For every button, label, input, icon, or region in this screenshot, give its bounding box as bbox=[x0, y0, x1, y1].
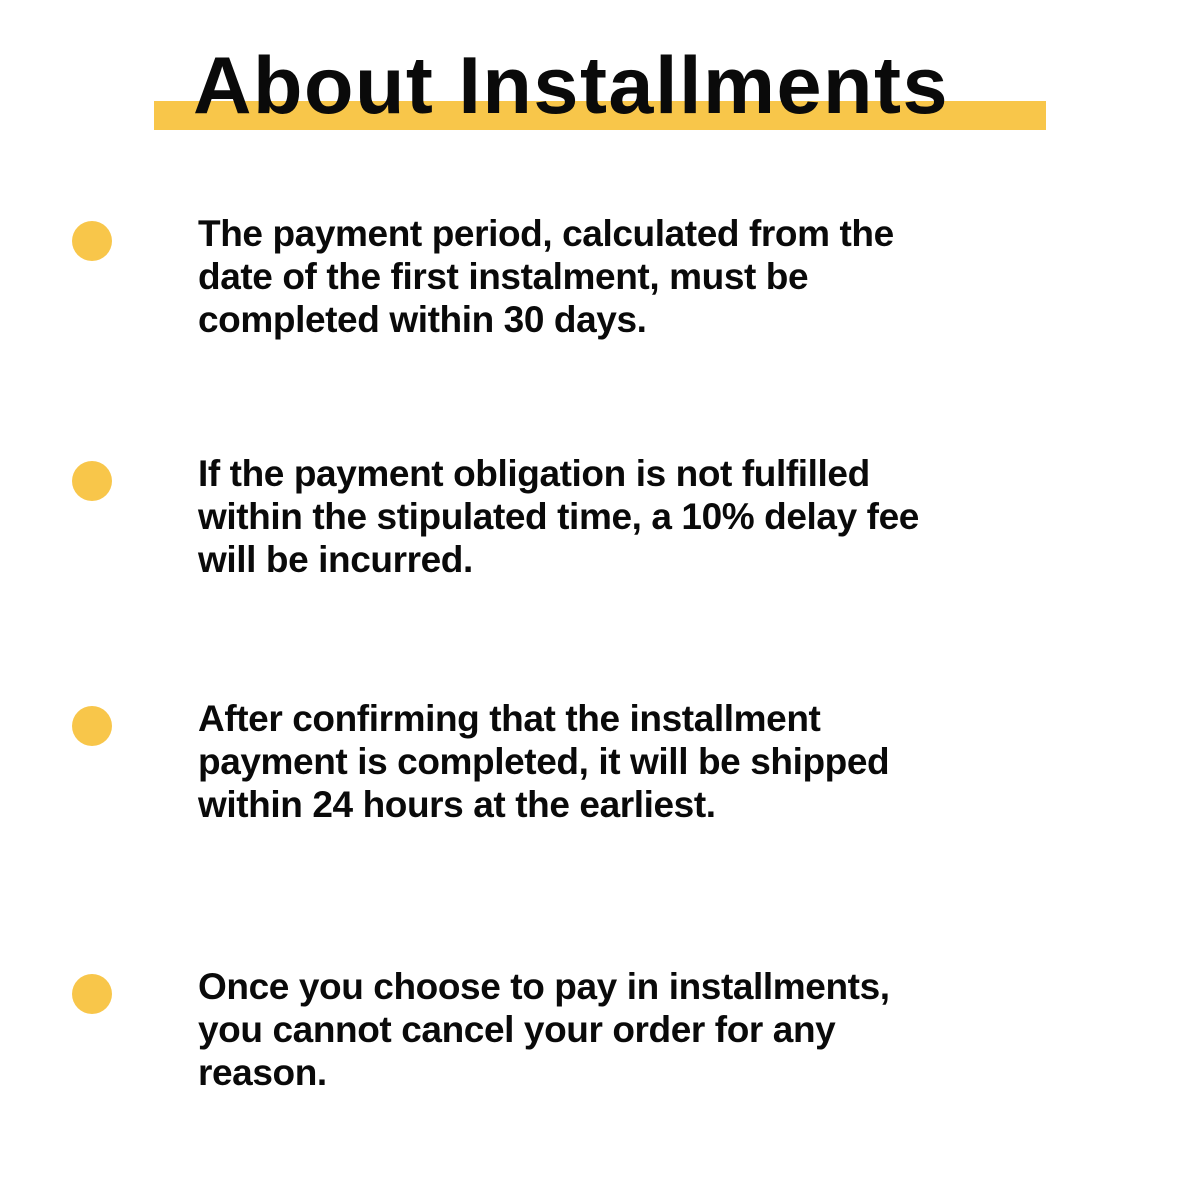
text-line: payment is completed, it will be shipped bbox=[198, 741, 890, 782]
bullet-dot-icon bbox=[72, 461, 112, 501]
text-line: If the payment obligation is not fulfilled bbox=[198, 453, 870, 494]
text-line: After confirming that the installment bbox=[198, 698, 821, 739]
text-line: within 24 hours at the earliest. bbox=[198, 784, 716, 825]
list-item-text bbox=[198, 452, 919, 581]
list-item-text bbox=[198, 697, 889, 826]
list-item-text bbox=[198, 965, 890, 1094]
text-line: reason. bbox=[198, 1052, 327, 1093]
bullet-dot-icon bbox=[72, 974, 112, 1014]
list-item-text bbox=[198, 212, 894, 341]
text-line: you cannot cancel your order for any bbox=[198, 1009, 836, 1050]
text-line: Once you choose to pay in installments, bbox=[198, 966, 890, 1007]
text-line: date of the first instalment, must be bbox=[198, 256, 809, 297]
text-line: The payment period, calculated from the bbox=[198, 213, 894, 254]
text-line: completed within 30 days. bbox=[198, 299, 647, 340]
text-line: within the stipulated time, a 10% delay fee bbox=[198, 496, 919, 537]
page-title: About Installments bbox=[193, 41, 950, 131]
bullet-dot-icon bbox=[72, 706, 112, 746]
bullet-dot-icon bbox=[72, 221, 112, 261]
text-line: will be incurred. bbox=[198, 539, 473, 580]
